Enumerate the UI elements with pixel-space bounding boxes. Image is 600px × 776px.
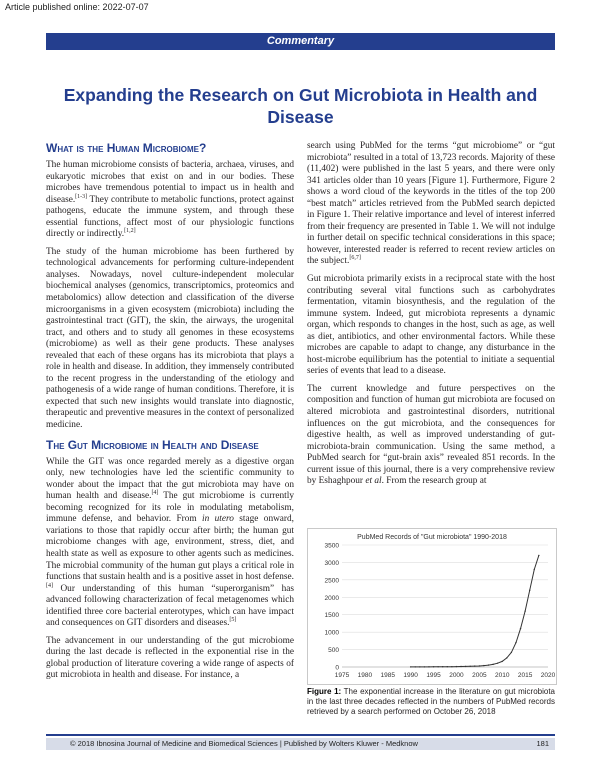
text-span: They contribute to metabolic functions, protect against pathogens, educate the immune system, and through these essential functions, affect most of our physiologic functions directly or indirectly. [46,194,294,240]
section-heading-gut-microbiome: The Gut Microbiome in Health and Disease [46,437,259,452]
y-tick-label: 3000 [324,559,339,567]
paragraph: The study of the human microbiome has been furthered by technological advancements for performing culture-independent analyses. Nowadays, novel culture-independent molecular biochemical analyses (genomics, transcriptomics, proteomics and metabolomics) allow detection and classification of the diverse microorganisms in a given ecosystem (microbiota) including the gastrointestinal tract (GIT), the skin, the airways, the urogenital tract, and others and to study all genomes in these ecosystems (microbiome) as well as their gene products. These analyses revealed that each of these organs has its microbiota that plays a role in health and disease. In addition, they immensely contributed to the recent progress in the understanding of the etiology and pathogenesis of a wide range of human conditions. Therefore, it is expected that such new insights would translate into diagnostic, therapeutic and preventive measures in the context of personalized medicine. [46,246,294,431]
caption-text: The exponential increase in the literature on gut microbiota in the last three decades reflected in the numbers of PubMed records retrieved by a search performed on October 26, 2018 [307,687,556,716]
data-point [442,666,443,667]
data-point [497,662,498,663]
x-tick-label: 1975 [334,672,350,679]
data-point [451,666,452,667]
data-point [534,569,535,570]
paragraph: Gut microbiota primarily exists in a reciprocal state with the host contributing several vital functions such as carbohydrates fermentation, vitamin biosynthesis, and the regulation of the immune system. Indeed, gut microbiota represents a dynamic organ, which responds to changes in the host, such as age, as well as diet, antibiotics, and other environmental factors. While these microbes are capable to adapt to change, any disturbance in the host-microbe equilibrium has the potential to initiate a sequential series of events that lead to a disease. [307,274,555,377]
section-banner: Commentary [46,33,555,50]
data-point [456,666,457,667]
citation: [1,2] [124,228,136,235]
data-point [415,666,416,667]
x-tick-label: 1985 [380,672,396,679]
data-point [520,628,521,629]
data-point [419,666,420,667]
right-column [307,141,555,494]
text-span: While the GIT was once regarded merely as a digestive organ only, new technologies have led the scientific community to wonder about the impact that the gut microbiota may have on human health and disease. [46,456,294,502]
chart-svg [308,529,556,684]
paragraph [307,141,555,268]
data-point [433,666,434,667]
x-tick-label: 1980 [357,672,373,679]
article-title: Expanding the Research on Gut Microbiota in Health and Disease [63,85,538,127]
data-point [479,665,480,666]
figure-1-chart [307,528,557,685]
citation: [5] [229,617,237,624]
text-span: The current knowledge and future perspectives on the composition and function of human gut microbiota are focused on altered microbiota and gastrointestinal disorders, nutritional influences on the gut microbiota, and the consequences for digestive health, as well as improved understanding of gut-microbiota-brain communication. Using the same method, a PubMed search for “gut-brain axis” revealed 851 records. In the current issue of this journal, there is a very comprehensive review by Eshaghpour [307,383,555,487]
x-tick-label: 2010 [494,672,510,679]
italic-term: et al [365,476,382,487]
x-tick-label: 1995 [426,672,441,679]
text-span: Our understanding of this human “superorganism” has advanced following characterization of fecal metagenomes which identified three core bacterial enterotypes, which can have impact and consequences on GIT disorders and diseases. [46,583,294,629]
paragraph [46,160,294,241]
series-line [411,556,539,667]
data-point [524,611,525,612]
publication-date-stamp: Article published online: 2022-07-07 [5,2,149,12]
y-tick-label: 2000 [324,594,339,602]
y-tick-label: 500 [328,647,339,655]
chart-title: PubMed Records of "Gut microbiota" 1990-2018 [357,534,507,541]
y-tick-label: 3500 [324,542,339,550]
data-point [538,555,539,556]
x-tick-label: 1990 [403,672,418,679]
data-point [437,666,438,667]
citation: [1-3] [75,193,88,200]
data-point [469,666,470,667]
data-point [488,664,489,665]
text-span: search using PubMed for the terms “gut microbiome” or “gut microbiota” resulted in a total of 13,723 records. Majority of these (11,402) were published in the last 5 years, and there were only 341 articles older than 10 years [Figure 1]. Furthermore, Figure 2 shows a word cloud of the keywords in the titles of the top 200 “best match” articles retrieved from the PubMed search depicted in Figure 1. Their relative importance and level of interest inferred from their frequency are presented in Table 1. We will not indulge in further detail on specific technical considerations in this space; however, interested reader is referred to recent review articles on the subject. [307,141,555,267]
data-point [515,642,516,643]
page-footer [46,738,555,750]
x-tick-label: 2005 [472,672,487,679]
caption-label: Figure 1: [307,687,342,696]
y-tick-label: 1500 [324,612,339,620]
data-point [529,590,530,591]
page-number: 181 [536,739,549,748]
x-tick-label: 2000 [449,672,464,679]
data-point [511,652,512,653]
section-heading-microbiome: What is the Human Microbiome? [46,141,207,155]
data-point [424,666,425,667]
y-tick-label: 1000 [324,629,339,637]
footer-copyright: © 2018 Ibnosina Journal of Medicine and Biomedical Sciences | Published by Wolters Kluwer - Medknow [70,739,418,748]
citation: [4] [46,582,53,589]
text-span: The gut microbiome is currently becoming recognized for its role in modulating metabolism, immune defense, and behavior. From [46,491,294,525]
data-point [460,666,461,667]
paragraph: The advancement in our understanding of the gut microbiome during the last decade is reflected in the exponential rise in the global production of literature covering a wide range of aspects of gut microbiota in health and disease. For instance, a [46,635,294,681]
left-column [46,141,294,688]
data-point [492,664,493,665]
data-point [465,666,466,667]
data-point [483,665,484,666]
data-point [502,661,503,662]
citation: [6,7] [349,255,361,262]
y-tick-label: 2500 [324,577,339,585]
italic-term: in utero [202,514,234,525]
y-tick-label: 0 [335,664,339,672]
footer-rule [46,734,555,736]
figure-caption [307,687,555,717]
data-point [506,657,507,658]
data-point [410,666,411,667]
x-tick-label: 2020 [540,672,556,679]
paragraph [46,457,294,630]
data-point [428,666,429,667]
data-point [447,666,448,667]
x-tick-label: 2015 [517,672,533,679]
text-span: The human microbiome consists of bacteria, archaea, viruses, and eukaryotic microbes that exist on and in our bodies. These microbes have tremendous potential to impact us in health and disease. [46,160,294,205]
data-point [474,665,475,666]
text-span: . From the research group at [381,476,487,487]
paragraph [307,384,555,488]
text-span: stage onward, variations to those that rapidly occur after birth; the human gut microbiome changes with age, environment, stress, diet, and health state as well as exposure to other agents such as medicines. The microbial community of the human gut plays a critical role in functions that sustain health and is a positive asset in host defense. [46,514,294,583]
citation: [4] [151,490,159,497]
